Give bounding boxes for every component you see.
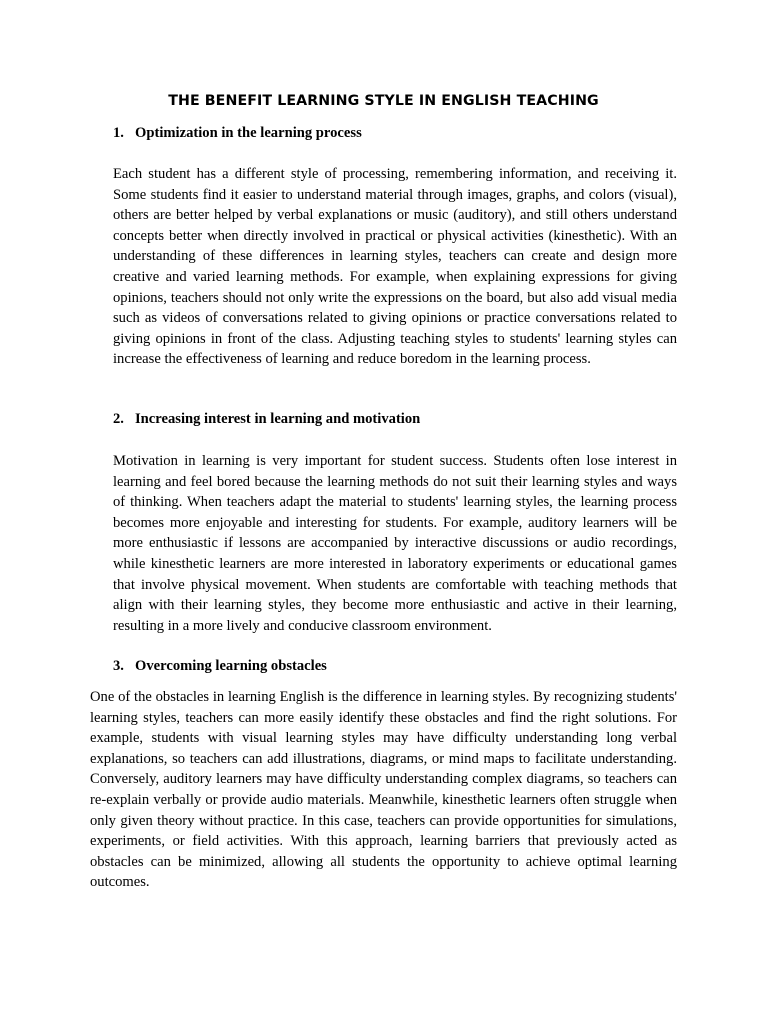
section-heading-text-2: Increasing interest in learning and motivation [135,411,421,427]
section-paragraph-3: One of the obstacles in learning English is the difference in learning styles. By recognizing students' learning styles, teachers can more easily identify these obstacles and find the right solutions. For example, students with visual learning styles may have difficulty understanding long verbal explanations, so teachers can add illustrations, diagrams, or mind maps to facilitate understanding. Conversely, auditory learners may have difficulty understanding complex diagrams, so teachers can re-explain verbally or provide audio materials. Meanwhile, kinesthetic learners often struggle when only given theory without practice. In this case, teachers can provide opportunities for simulations, experiments, or field activities. With this approach, learning barriers that previously acted as obstacles can be minimized, allowing all students the opportunity to achieve optimal learning outcomes. [90,689,677,891]
section-paragraph-2: Motivation in learning is very important for student success. Students often lose interest in learning and feel bored because the learning methods do not suit their learning styles and ways of thinking. When teachers adapt the material to students' learning styles, the learning process becomes more enjoyable and interesting for students. For example, auditory learners will be more enthusiastic if lessons are accompanied by interactive discussions or audio recordings, while kinesthetic learners are more interested in laboratory experiments or educational games that involve physical movement. When students are comfortable with teaching methods that align with their learning styles, they become more enthusiastic and active in their learning, resulting in a more lively and conducive classroom environment. [113,453,677,634]
section-heading-1 [113,123,362,143]
section-number-2: 2. [113,411,124,427]
section-heading-3 [113,656,327,676]
document-title: THE BENEFIT LEARNING STYLE IN ENGLISH TEACHING [168,93,599,109]
section-number-3: 3. [113,658,124,674]
section-heading-text-3: Overcoming learning obstacles [135,658,327,674]
section-number-1: 1. [113,125,124,141]
section-heading-text-1: Optimization in the learning process [135,125,362,141]
section-heading-2 [113,409,420,429]
section-paragraph-1: Each student has a different style of processing, remembering information, and receiving it. Some students find it easier to understand material through images, graphs, and colors (visual), others are better helped by verbal explanations or music (auditory), and still others understand concepts better when directly involved in practical or physical activities (kinesthetic). With an understanding of these differences in learning styles, teachers can create and design more creative and varied learning methods. For example, when explaining expressions for giving opinions, teachers should not only write the expressions on the board, but also add visual media such as videos of conversations related to giving opinions or practice conversations related to giving opinions in front of the class. Adjusting teaching styles to students' learning styles can increase the effectiveness of learning and reduce boredom in the learning process. [113,166,677,368]
